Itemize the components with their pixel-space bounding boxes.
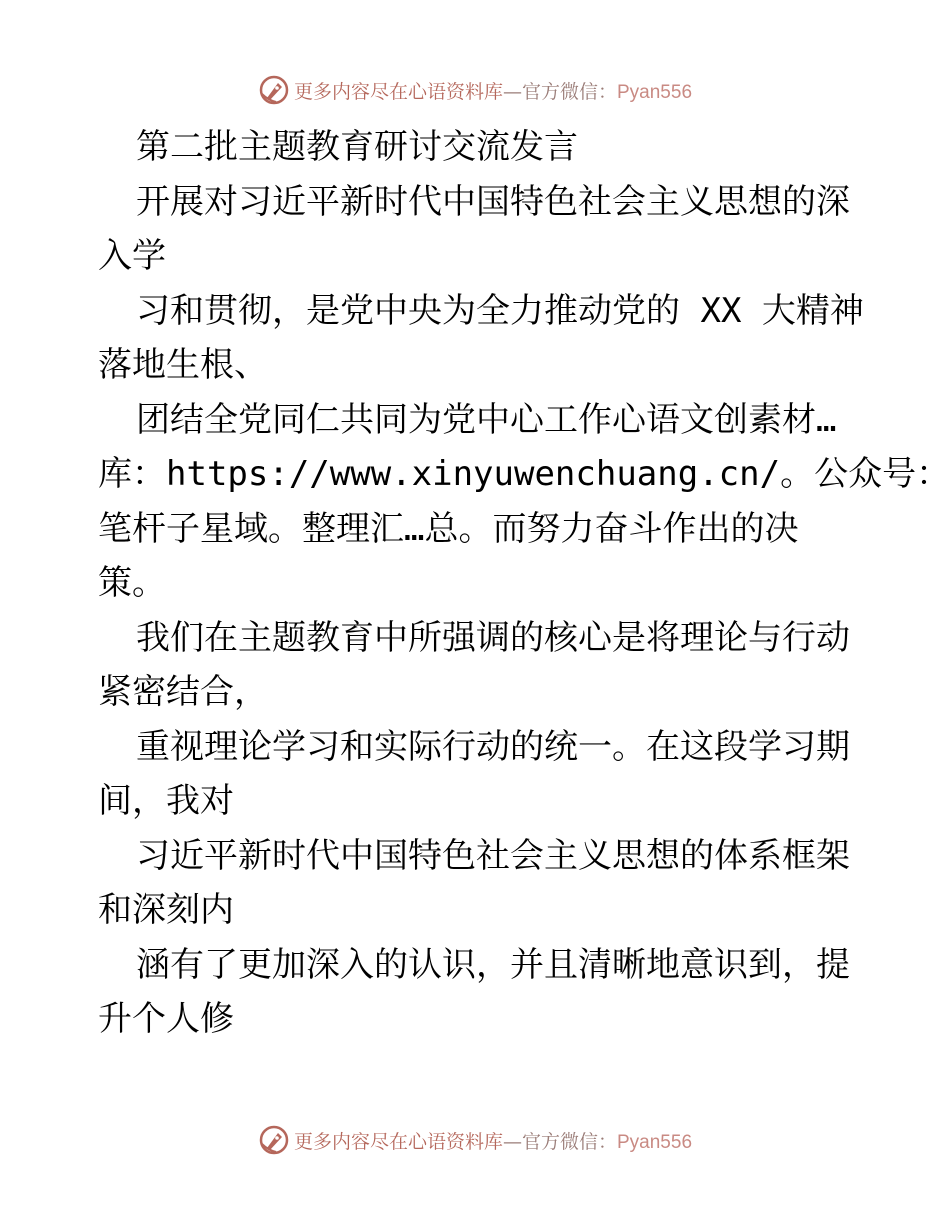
footer-watermark bbox=[0, 1120, 950, 1160]
watermark-dash: — bbox=[502, 80, 522, 103]
doc-title: 第二批主题教育研讨交流发言 bbox=[136, 127, 578, 167]
doc-line: 紧密结合， bbox=[98, 672, 268, 712]
watermark-id: Pyan556 bbox=[617, 1131, 693, 1153]
doc-line: 和深刻内 bbox=[98, 890, 234, 930]
doc-line: 笔杆子星域。整理汇…总。而努力奋斗作出的决 bbox=[98, 508, 799, 549]
watermark-text bbox=[294, 1127, 692, 1154]
doc-line: 我们在主题教育中所强调的核心是将理论与行动 bbox=[136, 617, 850, 658]
watermark-sub: 官方微信： bbox=[521, 80, 617, 103]
watermark-sub: 官方微信： bbox=[521, 1130, 617, 1153]
document-body bbox=[98, 120, 950, 1047]
doc-line: 开展对习近平新时代中国特色社会主义思想的深 bbox=[136, 181, 850, 222]
doc-line: 策。 bbox=[98, 563, 166, 603]
header-watermark bbox=[0, 70, 950, 110]
watermark-main: 更多内容尽在心语资料库 bbox=[293, 80, 503, 103]
doc-line: 重视理论学习和实际行动的统一。在这段学习期 bbox=[136, 726, 850, 767]
doc-line: 间，我对 bbox=[98, 781, 234, 821]
doc-line: 落地生根、 bbox=[98, 345, 268, 385]
watermark-dash: — bbox=[502, 1130, 522, 1153]
doc-line: 涵有了更加深入的认识，并且清晰地意识到，提 bbox=[136, 944, 850, 985]
doc-line: 习近平新时代中国特色社会主义思想的体系框架 bbox=[136, 835, 850, 876]
watermark-main: 更多内容尽在心语资料库 bbox=[293, 1130, 503, 1153]
pen-nib-logo-icon bbox=[258, 74, 290, 106]
doc-line: 入学 bbox=[98, 236, 166, 276]
watermark-id: Pyan556 bbox=[617, 81, 693, 103]
watermark-text bbox=[294, 77, 692, 104]
pen-nib-logo-icon bbox=[258, 1124, 290, 1156]
doc-line: 习和贯彻，是党中央为全力推动党的 XX 大精神 bbox=[136, 290, 864, 331]
doc-line: 团结全党同仁共同为党中心工作心语文创素材… bbox=[136, 399, 837, 440]
doc-line: 库：https://www.xinyuwenchuang.cn/。公众号： bbox=[98, 454, 950, 494]
doc-line: 升个人修 bbox=[98, 999, 234, 1039]
